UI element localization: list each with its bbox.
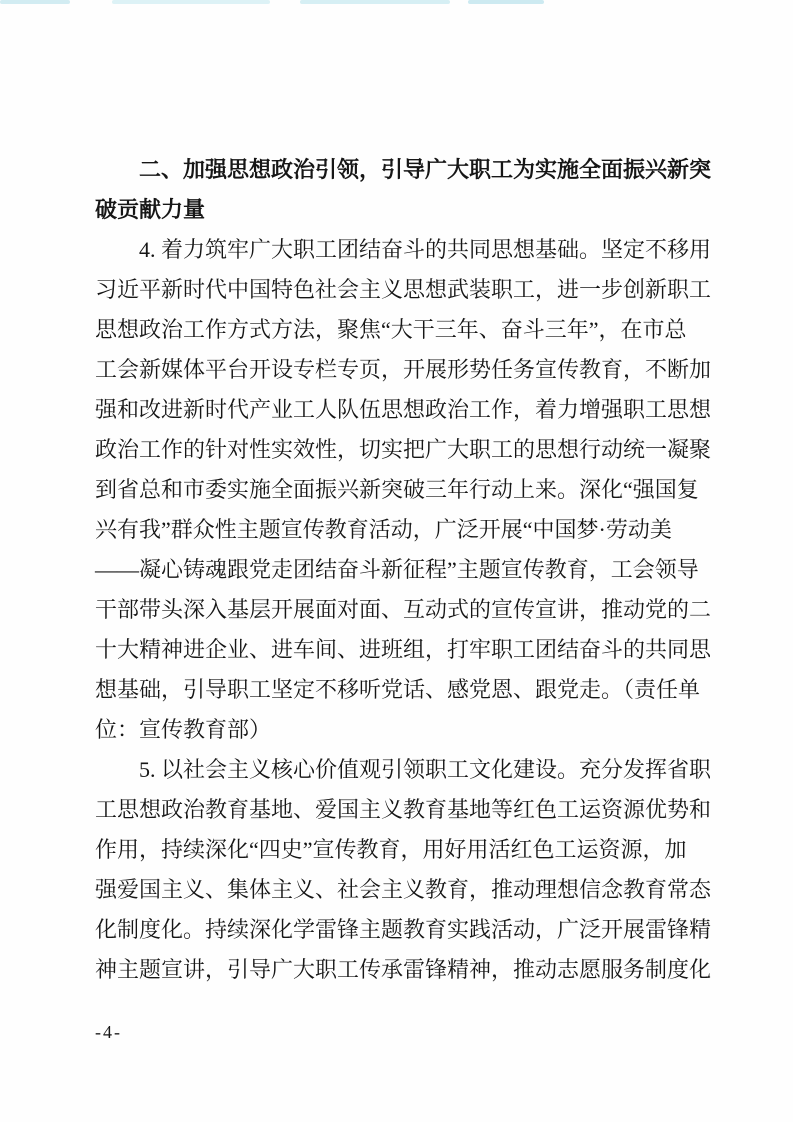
paragraph-5-line: 强爱国主义、集体主义、社会主义教育，推动理想信念教育常态: [95, 877, 712, 902]
paragraph-4-line: 政治工作的针对性实效性，切实把广大职工的思想行动统一凝聚: [95, 437, 712, 462]
paragraph-4-line: 思想政治工作方式方法，聚焦“大干三年、奋斗三年”，在市总: [95, 317, 687, 342]
paragraph-5-line: 作用，持续深化“四史”宣传教育，用好用活红色工运资源，加: [95, 837, 687, 862]
document-body: [95, 150, 713, 990]
paragraph-4-line: 到省总和市委实施全面振兴新突破三年行动上来。深化“强国复: [95, 477, 699, 502]
paragraph-4-line: 十大精神进企业、进车间、进班组，打牢职工团结奋斗的共同思: [95, 637, 712, 662]
paragraph-4-line: 工会新媒体平台开设专栏专页，开展形势任务宣传教育，不断加: [95, 357, 712, 382]
scan-smudge: [300, 0, 450, 4]
paragraph-5-line: 神主题宣讲，引导广大职工传承雷锋精神，推动志愿服务制度化: [95, 957, 712, 982]
paragraph-4-line: 兴有我”群众性主题宣传教育活动，广泛开展“中国梦·劳动美: [95, 517, 672, 542]
scan-smudge: [112, 0, 270, 4]
paragraph-4-line: 强和改进新时代产业工人队伍思想政治工作，着力增强职工思想: [95, 397, 712, 422]
scan-artifact-strip: [0, 0, 793, 6]
paragraph-5-line: 化制度化。持续深化学雷锋主题教育实践活动，广泛开展雷锋精: [95, 917, 712, 942]
scan-smudge: [0, 0, 70, 4]
paragraph-4-line: 想基础，引导职工坚定不移听党话、感党恩、跟党走。（责任单: [95, 677, 701, 702]
paragraph-4-line: 干部带头深入基层开展面对面、互动式的宣传宣讲，推动党的二: [95, 597, 712, 622]
section-heading-line: 二、加强思想政治引领，引导广大职工为实施全面振兴新突: [139, 157, 712, 182]
page-number: -4-: [95, 1022, 122, 1042]
paragraph-5-line: 工思想政治教育基地、爱国主义教育基地等红色工运资源优势和: [95, 797, 712, 822]
paragraph-5-line: 5. 以社会主义核心价值观引领职工文化建设。充分发挥省职: [139, 757, 712, 782]
scan-smudge: [468, 0, 544, 4]
paragraph-4-line: 习近平新时代中国特色社会主义思想武装职工，进一步创新职工: [95, 277, 712, 302]
paragraph-4-line: 4. 着力筑牢广大职工团结奋斗的共同思想基础。坚定不移用: [139, 237, 712, 262]
paragraph-4-line: ——凝心铸魂跟党走团结奋斗新征程”主题宣传教育，工会领导: [95, 557, 699, 582]
section-heading-line: 破贡献力量: [95, 197, 206, 222]
paragraph-4-line: 位：宣传教育部）: [95, 717, 272, 742]
